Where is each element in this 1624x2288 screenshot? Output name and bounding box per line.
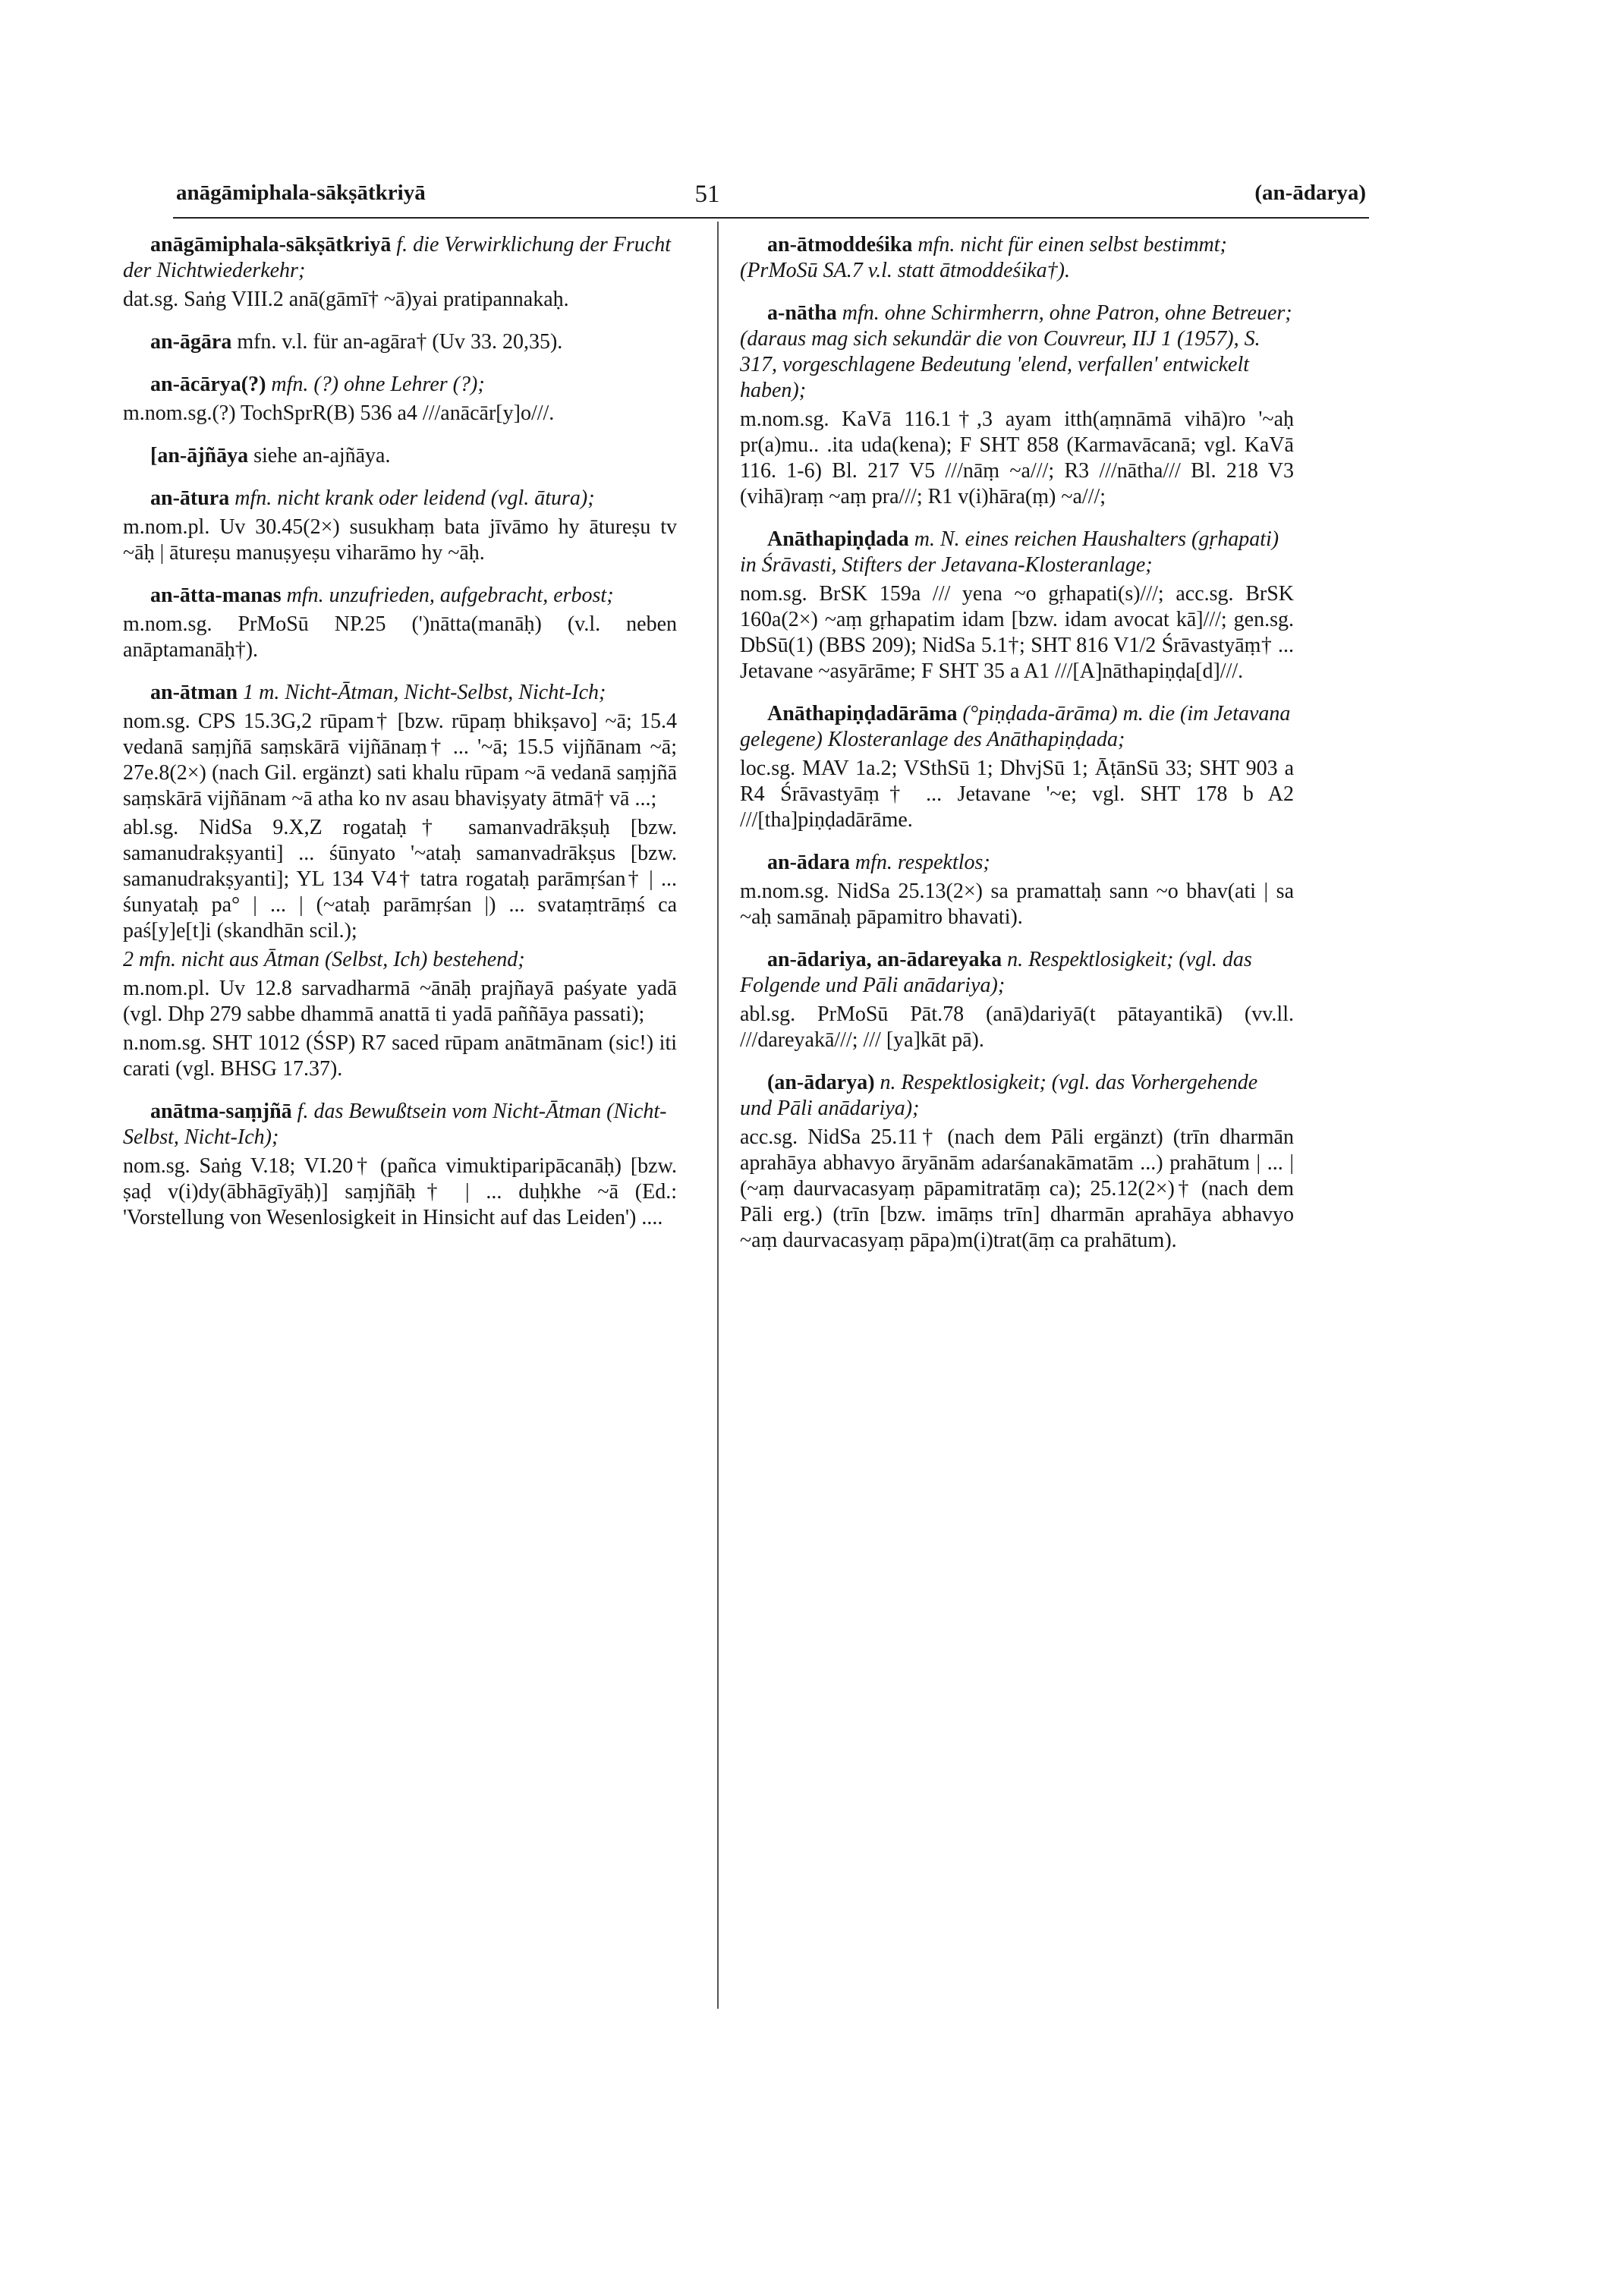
entry-definition: n. Respektlosigkeit; (vgl. das Vorhergehende und Pāli anādariya); — [740, 1071, 1258, 1120]
entry-citation: nom.sg. CPS 15.3G,2 rūpam† [bzw. rūpaṃ bhikṣavo] ~ā; 15.4 vedanā saṃjñā saṃskārā vijñānaṃ† ... '~ā; 15.5 vijñānam ~ā; 27e.8(2×) (nach Gil. ergänzt) sati khalu rūpam ~ā vedanā saṃjñā saṃskārā vijñānam ~ā atha ko nv asau bhaviṣyaty ātmā† vā ...; — [123, 710, 677, 810]
entry-citation: abl.sg. NidSa 9.X,Z rogataḥ† samanvadrākṣuḥ [bzw. samanudrakṣyanti] ... śūnyato '~ataḥ samanvadrākṣus [bzw. samanudrakṣyanti]; YL 134 V4† tatra rogataḥ parāmṛśan† | ... śunyataḥ pa° | ... | (~ataḥ parāmṛśan |) ... svataṃtrāṃś ca paś[y]e[t]i (skandhān scil.); — [123, 816, 677, 943]
entry-citation: n.nom.sg. SHT 1012 (ŚSP) R7 saced rūpam anātmānam (sic!) iti carati (vgl. BHSG 17.37). — [123, 1031, 677, 1081]
dictionary-entry — [740, 301, 1294, 510]
page-number: 51 — [694, 181, 720, 208]
entry-definition: mfn. respektlos; — [854, 851, 990, 874]
entry-citation: nom.sg. Saṅg V.18; VI.20† (pañca vimuktiparipācanāḥ) [bzw. ṣaḍ v(i)dy(ābhāgīyāḥ)] saṃjñāḥ† | ... duḥkhe ~ā (Ed.: 'Vorstellung von Wesenlosigkeit in Hinsicht auf das Leiden') .... — [123, 1154, 677, 1229]
entry-definition: mfn. (?) ohne Lehrer (?); — [271, 373, 485, 396]
entry-headword: anāgāmiphala-sākṣātkriyā — [150, 233, 392, 256]
entry-headword: an-ātura — [150, 486, 230, 510]
dictionary-entry — [123, 329, 677, 355]
dictionary-entry — [123, 486, 677, 566]
entry-citation: m.nom.pl. Uv 30.45(2×) susukhaṃ bata jīvāmo hy ātureṣu tv ~āḥ | ātureṣu manuṣyeṣu viharāmo hy ~āḥ. — [123, 515, 677, 565]
entry-citation: dat.sg. Saṅg VIII.2 anā(gāmī† ~ā)yai pratipannakaḥ. — [123, 288, 569, 311]
left-column — [123, 232, 677, 1248]
dictionary-entry — [740, 527, 1294, 685]
header-right-catchword: (an-ādarya) — [1254, 181, 1366, 205]
entry-definition: m. N. eines reichen Haushalters (gṛhapati) in Śrāvasti, Stifters der Jetavana-Klosteranlage; — [740, 527, 1279, 577]
entry-headword: Anāthapiṇḍadārāma — [767, 702, 958, 725]
entry-citation: m.nom.sg. NidSa 25.13(2×) sa pramattaḥ sann ~o bhav(ati | sa ~aḥ samānaḥ pāpamitro bhavati). — [740, 880, 1294, 929]
entry-definition: f. die Verwirklichung der Frucht der Nichtwiederkehr; — [123, 233, 672, 282]
header-left-catchword: anāgāmiphala-sākṣātkriyā — [176, 181, 426, 205]
dictionary-entry — [740, 232, 1294, 284]
dictionary-entry — [740, 947, 1294, 1053]
entry-citation: m.nom.pl. Uv 12.8 sarvadharmā ~ānāḥ prajñayā paśyate yadā (vgl. Dhp 279 sabbe dhammā anattā ti yadā paññāya passati); — [123, 977, 677, 1026]
entry-headword: a-nātha — [767, 301, 837, 325]
dictionary-entry — [123, 680, 677, 1082]
entry-headword: an-ādara — [767, 851, 850, 874]
entry-definition: mfn. nicht für einen selbst bestimmt; (PrMoSū SA.7 v.l. statt ātmoddeśika†). — [740, 233, 1227, 282]
dictionary-entry — [123, 443, 677, 469]
entry-headword: an-ātman — [150, 681, 238, 704]
dictionary-entry — [123, 232, 677, 313]
entry-citation: acc.sg. NidSa 25.11† (nach dem Pāli ergänzt) (trīn dharmān aprahāya abhavyo āryānām adarśanakāmatām ...) prahātum | ... | (~aṃ daurvacasyaṃ pāpamitratāṃ ca); 25.12(2×)† (nach dem Pāli erg.) (trīn [bzw. imāṃs trīn] dharmān aprahāya abhavyo ~aṃ daurvacasyaṃ pāpa)m(i)trat(āṃ ca prahātum). — [740, 1125, 1294, 1252]
entry-definition: mfn. unzufrieden, aufgebracht, erbost; — [286, 584, 614, 607]
entry-citation: loc.sg. MAV 1a.2; VSthSū 1; DhvjSū 1; ĀṭānSū 33; SHT 903 a R4 Śrāvastyāṃ† ... Jetavane '~e; vgl. SHT 178 b A2 ///[tha]piṇḍadārāme. — [740, 757, 1294, 832]
entry-headword: an-ātmoddeśika — [767, 233, 913, 256]
dictionary-entry — [123, 1099, 677, 1231]
entry-definition: 1 m. Nicht-Ātman, Nicht-Selbst, Nicht-Ich; — [243, 681, 606, 704]
running-header — [176, 181, 1366, 219]
entry-citation: abl.sg. PrMoSū Pāt.78 (anā)dariyā(t pātayantikā) (vv.ll. ///dareyakā///; /// [ya]kāt pā). — [740, 1002, 1294, 1052]
entry-headword: an-ātta-manas — [150, 584, 282, 607]
entry-headword: an-āgāra — [150, 330, 232, 354]
dictionary-entry — [123, 583, 677, 663]
dictionary-entry — [740, 1070, 1294, 1254]
entry-definition: mfn. ohne Schirmherrn, ohne Patron, ohne Betreuer; (daraus mag sich sekundär die von Couvreur, IIJ 1 (1957), S. 317, vorgeschlagene Bedeutung 'elend, verfallen' entwickelt haben); — [740, 301, 1292, 402]
entry-definition: mfn. nicht krank oder leidend (vgl. ātura); — [234, 486, 595, 510]
entry-citation: m.nom.sg. KaVā 116.1†,3 ayam itth(aṃnāmā vihā)ro '~aḥ pr(a)mu.. .ita uda(kena); F SHT 858 (Karmavācanā; vgl. KaVā 116. 1-6) Bl. 217 V5 ///nāṃ ~a///; R3 ///nātha/// Bl. 218 V3 (vihā)raṃ ~aṃ pra///; R1 v(i)hāra(ṃ) ~a///; — [740, 408, 1294, 508]
entry-headword: an-ācārya(?) — [150, 373, 266, 396]
entry-definition: mfn. v.l. für an-agāra† (Uv 33. 20,35). — [237, 330, 563, 354]
entry-definition: (°piṇḍada-ārāma) m. die (im Jetavana gelegene) Klosteranlage des Anāthapiṇḍada; — [740, 702, 1291, 751]
entry-headword: (an-ādarya) — [767, 1071, 875, 1094]
entry-headword: [an-ājñāya — [150, 444, 249, 467]
entry-citation: m.nom.sg.(?) TochSprR(B) 536 a4 ///anācār[y]o///. — [123, 401, 555, 425]
entry-headword: an-ādariya, an-ādareyaka — [767, 948, 1002, 971]
dictionary-entry — [740, 701, 1294, 833]
dictionary-entry — [123, 372, 677, 426]
column-divider — [717, 222, 719, 2009]
entry-sense: 2 mfn. nicht aus Ātman (Selbst, Ich) bestehend; — [123, 948, 525, 971]
entry-headword: anātma-saṃjñā — [150, 1100, 292, 1123]
right-column — [740, 232, 1294, 1270]
dictionary-entry — [740, 850, 1294, 930]
header-rule — [173, 217, 1369, 219]
entry-definition: f. das Bewußtsein vom Nicht-Ātman (Nicht-Selbst, Nicht-Ich); — [123, 1100, 667, 1149]
entry-definition: siehe an-ajñāya. — [253, 444, 391, 467]
entry-headword: Anāthapiṇḍada — [767, 527, 909, 551]
entry-definition: n. Respektlosigkeit; (vgl. das Folgende und Pāli anādariya); — [740, 948, 1252, 997]
entry-citation: m.nom.sg. PrMoSū NP.25 (')nātta(manāḥ) (v.l. neben anāptamanāḥ†). — [123, 612, 677, 662]
entry-citation: nom.sg. BrSK 159a /// yena ~o gṛhapati(s)///; acc.sg. BrSK 160a(2×) ~aṃ gṛhapatim idam [bzw. idam avocat kā]///; gen.sg. DbSū(1) (BBS 209); NidSa 5.1†; SHT 816 V1/2 Śrāvastyāṃ† ... Jetavane ~asyārāme; F SHT 35 a A1 ///[A]nāthapiṇḍa[d]///. — [740, 582, 1294, 683]
